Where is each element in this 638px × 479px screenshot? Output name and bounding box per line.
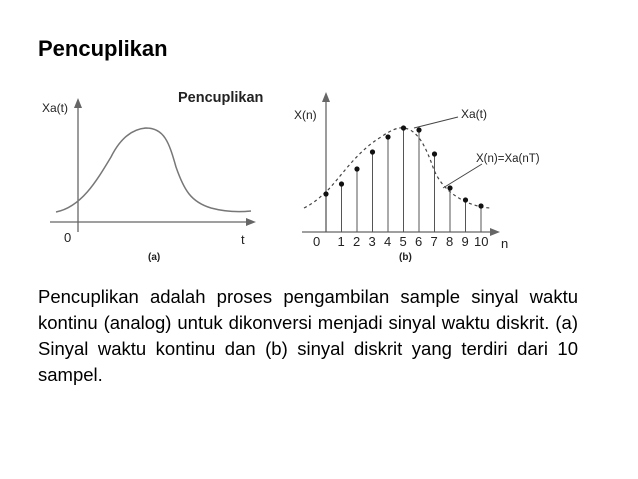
sample-dot [416,127,421,132]
panel-a-x-label: t [241,232,245,247]
curve-label: Xa(t) [461,107,488,121]
panel-a-x-arrow [246,218,256,226]
panel-a-continuous-curve [56,128,251,212]
panel-b-origin: 0 [313,234,321,249]
tick-label: 1 [337,234,345,249]
panel-b-dashed-curve [304,128,491,208]
sample-dot [323,191,328,196]
tick-label: 3 [368,234,376,249]
tick-label: 7 [430,234,438,249]
panel-b-y-label: X(n) [294,108,317,122]
panel-a [42,98,256,263]
panel-b-y-arrow [322,92,330,102]
tick-label: 6 [415,234,423,249]
panel-a-y-label: Xa(t) [42,101,69,115]
sample-dot [339,181,344,186]
panel-a-origin: 0 [64,230,72,245]
slide-title: Pencuplikan [38,36,168,61]
sample-dot [478,203,483,208]
tick-label: 9 [461,234,469,249]
panel-b-tick-labels [338,234,489,249]
sample-label: X(n)=Xa(nT) [476,153,540,165]
tick-label: 2 [353,234,361,249]
sample-dot [370,149,375,154]
tick-label: 5 [399,234,407,249]
figure-title: Pencuplikan [178,90,264,106]
sample-dot [463,197,468,202]
sample-dot [385,134,390,139]
sample-dot [432,151,437,156]
tick-label: 4 [384,234,392,249]
sample-dot [401,125,406,130]
sampling-figure-svg [36,82,540,272]
sample-dot [354,166,359,171]
caption-paragraph: Pencuplikan adalah proses pengambilan sample sinyal waktu kontinu (analog) untuk dikonversi menjadi sinyal waktu diskrit. (a) Sinyal waktu kontinu dan (b) sinyal diskrit yang terdiri dari 10 sampel. [38,286,578,385]
panel-a-tag: (a) [148,252,161,263]
tick-label: 10 [474,234,489,249]
panel-a-y-arrow [74,98,82,108]
panel-b [294,92,540,263]
tick-label: 8 [446,234,454,249]
sample-dot [447,185,452,190]
panel-b-x-label: n [501,236,509,251]
panel-b-stems [323,125,483,232]
curve-label-leader [414,117,458,128]
sample-label-leader [443,164,482,188]
panel-b-x-arrow [490,228,500,236]
panel-b-tag: (b) [399,252,412,263]
sampling-figure [36,82,540,272]
